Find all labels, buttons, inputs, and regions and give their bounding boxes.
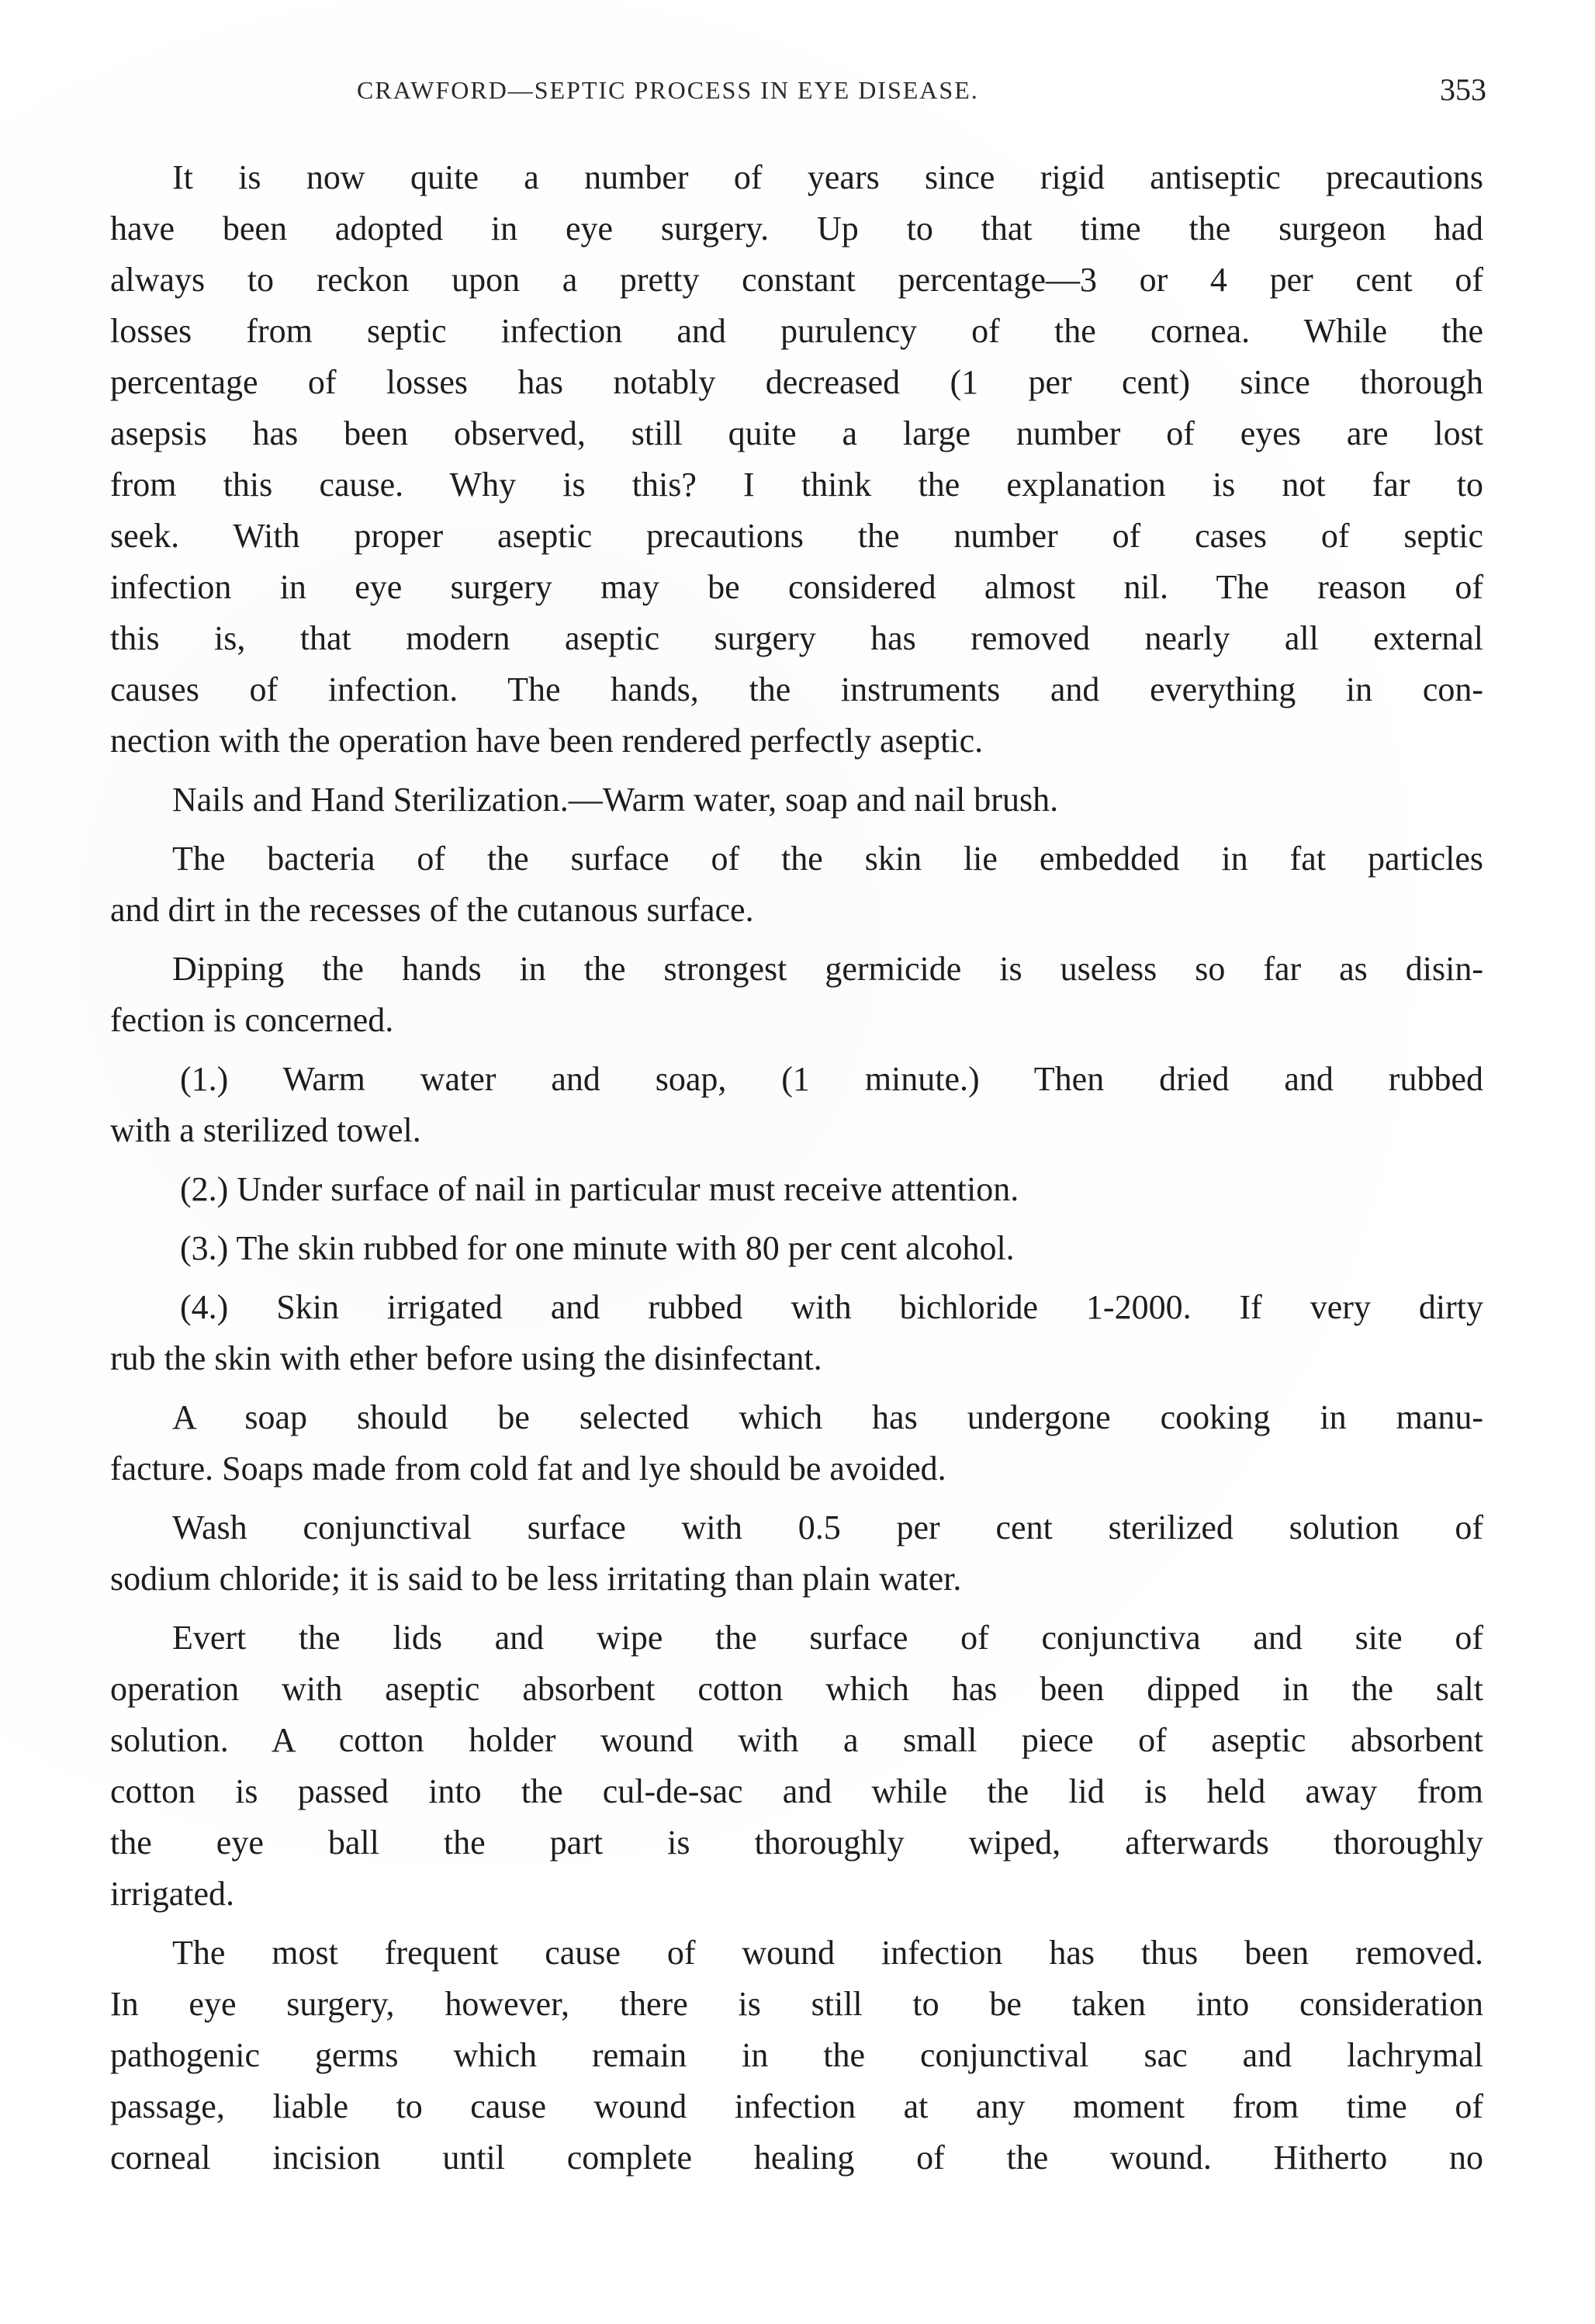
text-line: this is, that modern aseptic surgery has removed nearly all external	[110, 619, 1483, 657]
text-line: nection with the operation have been rendered perfectly aseptic.	[110, 722, 984, 760]
text-line: corneal incision until complete healing of the wound. Hitherto no	[110, 2139, 1483, 2177]
text-line: sodium chloride; it is said to be less irritating than plain water.	[110, 1560, 962, 1598]
paragraph-gap	[110, 1215, 1483, 1223]
paragraph-gap	[110, 1046, 1483, 1054]
text-line: passage, liable to cause wound infection at any moment from time of	[110, 2087, 1483, 2125]
page-number: 353	[1440, 72, 1486, 107]
text-line: Nails and Hand Sterilization.—Warm water, soap and nail brush.	[172, 781, 1059, 819]
text-line: (3.) The skin rubbed for one minute with 80 per cent alcohol.	[180, 1229, 1015, 1267]
text-line: Evert the lids and wipe the surface of conjunctiva and site of	[172, 1619, 1483, 1657]
text-line: The bacteria of the surface of the skin lie embedded in fat particles	[172, 840, 1483, 878]
text-line: irrigated.	[110, 1875, 235, 1913]
text-line: solution. A cotton holder wound with a small piece of aseptic absorbent	[110, 1721, 1483, 1759]
text-line: rub the skin with ether before using the disinfectant.	[110, 1339, 822, 1377]
text-line: In eye surgery, however, there is still to be taken into consideration	[110, 1985, 1483, 2023]
running-head	[116, 71, 1486, 118]
paragraph-gap	[110, 1605, 1483, 1612]
text-line: with a sterilized towel.	[110, 1111, 421, 1149]
text-line: have been adopted in eye surgery. Up to that time the surgeon had	[110, 210, 1483, 248]
text-line: fection is concerned.	[110, 1001, 394, 1039]
paragraph-gap	[110, 1156, 1483, 1164]
paragraph-gap	[110, 826, 1483, 833]
text-line: pathogenic germs which remain in the conjunctival sac and lachrymal	[110, 2036, 1483, 2074]
text-line: Wash conjunctival surface with 0.5 per cent sterilized solution of	[172, 1508, 1483, 1546]
text-line: the eye ball the part is thoroughly wiped, afterwards thoroughly	[110, 1824, 1483, 1862]
text-line: and dirt in the recesses of the cutanous surface.	[110, 891, 754, 929]
text-line: losses from septic infection and purulency of the cornea. While the	[110, 312, 1483, 350]
text-line: operation with aseptic absorbent cotton which has been dipped in the salt	[110, 1670, 1483, 1708]
paragraph-gap	[110, 767, 1483, 774]
text-line: (1.) Warm water and soap, (1 minute.) Then dried and rubbed	[180, 1060, 1483, 1098]
text-line: A soap should be selected which has undergone cooking in manu-	[172, 1398, 1483, 1436]
body-text	[110, 152, 1483, 2184]
text-line: causes of infection. The hands, the instruments and everything in con-	[110, 670, 1483, 708]
paragraph-gap	[110, 1274, 1483, 1282]
text-line: It is now quite a number of years since rigid antiseptic precautions	[172, 158, 1483, 196]
paragraph-gap	[110, 936, 1483, 944]
text-line: infection in eye surgery may be considered almost nil. The reason of	[110, 568, 1483, 606]
text-line: facture. Soaps made from cold fat and lye should be avoided.	[110, 1449, 946, 1488]
text-line: percentage of losses has notably decreased (1 per cent) since thorough	[110, 363, 1483, 401]
text-line: Dipping the hands in the strongest germicide is useless so far as disin-	[172, 950, 1483, 988]
text-line: (2.) Under surface of nail in particular must receive attention.	[180, 1170, 1019, 1208]
text-line: from this cause. Why is this? I think the explanation is not far to	[110, 466, 1483, 504]
paragraph-gap	[110, 1920, 1483, 1927]
text-line: The most frequent cause of wound infection has thus been removed.	[172, 1934, 1483, 1972]
paragraph-gap	[110, 1384, 1483, 1392]
text-line: (4.) Skin irrigated and rubbed with bichloride 1-2000. If very dirty	[180, 1288, 1483, 1326]
paragraph-gap	[110, 1494, 1483, 1502]
text-line: cotton is passed into the cul-de-sac and while the lid is held away from	[110, 1772, 1483, 1810]
text-line: seek. With proper aseptic precautions the number of cases of septic	[110, 517, 1483, 555]
running-title: CRAWFORD—SEPTIC PROCESS IN EYE DISEASE.	[357, 76, 979, 104]
text-line: asepsis has been observed, still quite a large number of eyes are lost	[110, 414, 1483, 452]
text-line: always to reckon upon a pretty constant percentage—3 or 4 per cent of	[110, 261, 1483, 299]
